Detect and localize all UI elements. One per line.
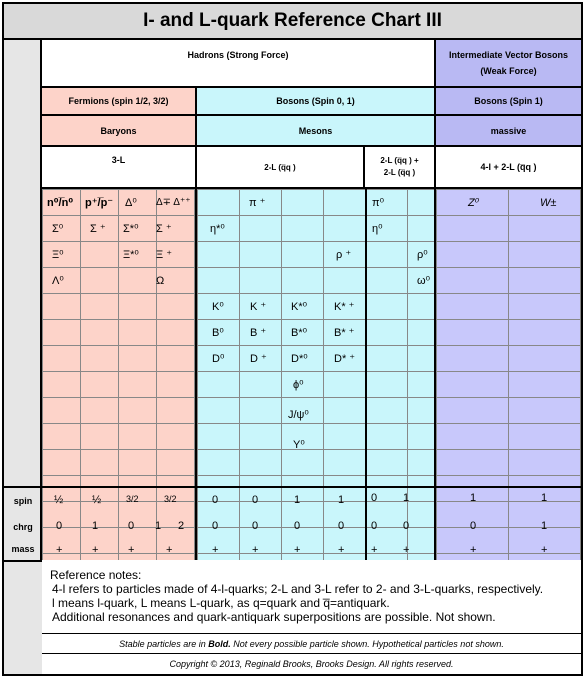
ivb-header: [436, 40, 581, 88]
three-l-header: 3-L: [42, 147, 197, 189]
chrg-value: 1: [92, 520, 99, 532]
spin-value: 0: [212, 494, 219, 506]
two-l-plus-header: [365, 147, 436, 189]
mass-label: mass: [11, 544, 35, 554]
pi-plus-symbol: π ⁺: [249, 197, 266, 209]
stable-note-pre: Stable particles are in: [119, 639, 209, 649]
meson-divider: [365, 189, 367, 560]
k-plus-symbol: K ⁺: [250, 301, 267, 313]
jpsi-symbol: J/ψ⁰: [288, 409, 309, 421]
chrg-value: 1: [155, 520, 162, 532]
rho0-symbol: ρ⁰: [417, 249, 428, 261]
z-boson-symbol: Z⁰: [468, 197, 480, 209]
spin-value: 3/2: [164, 494, 177, 504]
mass-value: +: [338, 544, 345, 556]
chrg-value: 0: [294, 520, 301, 532]
massive-header: massive: [436, 116, 581, 147]
d-star-plus-symbol: D* ⁺: [334, 353, 356, 365]
baryon-grid: [42, 189, 197, 560]
mesons-header: Mesons: [197, 116, 436, 147]
phi0-symbol: ϕ⁰: [293, 379, 304, 391]
mass-value: +: [403, 544, 410, 556]
b-star0-symbol: B*⁰: [291, 327, 308, 339]
chrg-value: 0: [338, 520, 345, 532]
xi-star0-symbol: Ξ*⁰: [123, 249, 139, 261]
ivb-line2: (Weak Force): [480, 66, 537, 76]
chrg-value: 0: [403, 520, 410, 532]
bosons-1-header: Bosons (Spin 1): [436, 88, 581, 116]
spin-value: 1: [403, 492, 410, 504]
chrg-value: 1: [541, 520, 548, 532]
mass-value: +: [294, 544, 301, 556]
omega-baryon-symbol: Ω: [156, 275, 165, 287]
spin-value: 1: [294, 494, 301, 506]
two-l-plus-line1: 2-L (q̅q ) +: [380, 156, 419, 165]
chrg-value: 0: [56, 520, 63, 532]
w-boson-symbol: W±: [540, 197, 557, 209]
omega0-symbol: ω⁰: [417, 275, 430, 287]
spin-value: 0: [252, 494, 259, 506]
spin-value: ½: [54, 494, 64, 506]
two-l-header: 2-L (q̅q ): [197, 147, 365, 189]
d-plus-symbol: D ⁺: [250, 353, 267, 365]
xi-star-plus-symbol: Ξ ⁺: [156, 249, 173, 261]
mass-value: +: [166, 544, 173, 556]
fermions-header: Fermions (spin 1/2, 3/2): [42, 88, 197, 116]
chrg-value: 0: [470, 520, 477, 532]
b-star-plus-symbol: B* ⁺: [334, 327, 355, 339]
spin-value: 1: [470, 492, 477, 504]
pi0-symbol: π⁰: [372, 197, 384, 209]
sigma0-symbol: Σ⁰: [52, 223, 64, 235]
xi0-symbol: Ξ⁰: [52, 249, 64, 261]
mass-value: +: [56, 544, 63, 556]
k0-symbol: K⁰: [212, 301, 224, 313]
mass-value: +: [128, 544, 135, 556]
neutron-symbol: n⁰/̅n⁰: [47, 197, 74, 209]
lambda0-symbol: Λ⁰: [52, 275, 64, 287]
baryons-header: Baryons: [42, 116, 197, 147]
k-star-plus-symbol: K* ⁺: [334, 301, 355, 313]
stable-note-post: Not every possible particle shown. Hypothetical particles not shown.: [230, 639, 504, 649]
spin-value: 1: [541, 492, 548, 504]
d-star0-symbol: D*⁰: [291, 353, 308, 365]
chart-title: I- and L-quark Reference Chart III: [4, 4, 581, 40]
sigma-plus-symbol: Σ ⁺: [90, 223, 106, 235]
spin-divider: [4, 486, 581, 488]
delta0-symbol: Δ⁰: [125, 197, 137, 209]
d0-symbol: D⁰: [212, 353, 225, 365]
chrg-value: 0: [252, 520, 259, 532]
mass-value: +: [371, 544, 378, 556]
b-plus-symbol: B ⁺: [250, 327, 267, 339]
chrg-label: chrg: [13, 522, 33, 532]
mass-value: +: [212, 544, 219, 556]
notes-heading: Reference notes:: [50, 568, 142, 582]
sigma-star0-symbol: Σ*⁰: [123, 223, 139, 235]
delta-pm-symbol: Δ∓ Δ⁺⁺: [156, 197, 191, 208]
two-l-plus-line2: 2-L (q̅q ): [383, 168, 416, 177]
k-star0-symbol: K*⁰: [291, 301, 308, 313]
spin-label: spin: [13, 496, 33, 506]
proton-symbol: p⁺/̅p⁻: [85, 197, 114, 209]
sigma-star-plus-symbol: Σ ⁺: [156, 223, 172, 235]
bosons-01-header: Bosons (Spin 0, 1): [197, 88, 436, 116]
copyright: Copyright © 2013, Reginald Brooks, Brooks Design. All rights reserved.: [42, 653, 581, 674]
spin-value: ½: [92, 494, 102, 506]
ivb-line1: Intermediate Vector Bosons: [448, 50, 569, 60]
notes-line3: Additional resonances and quark-antiquark superpositions are possible. Not shown.: [52, 610, 496, 624]
four-l-header: 4-l + 2-L (q̅q ): [436, 147, 581, 189]
chrg-value: 0: [128, 520, 135, 532]
eta0-symbol: η⁰: [372, 223, 383, 235]
chrg-value: 0: [212, 520, 219, 532]
stable-note: [42, 633, 581, 654]
mass-value: +: [541, 544, 548, 556]
spin-value: 1: [338, 494, 345, 506]
reference-notes: [42, 560, 581, 674]
row-label-column: [4, 40, 42, 560]
chrg-value: 2: [178, 520, 185, 532]
spin-value: 0: [371, 492, 378, 504]
spin-value: 3/2: [126, 494, 139, 504]
stable-note-bold: Bold.: [208, 639, 231, 649]
notes-line1: 4-l refers to particles made of 4-l-quarks; 2-L and 3-L refer to 2- and 3-L-quarks, respectively.: [52, 582, 544, 596]
b0-symbol: B⁰: [212, 327, 224, 339]
mass-value: +: [252, 544, 259, 556]
rho-plus-symbol: ρ ⁺: [336, 249, 352, 261]
mass-value: +: [470, 544, 477, 556]
chrg-value: 0: [371, 520, 378, 532]
hadrons-header: Hadrons (Strong Force): [42, 40, 436, 88]
upsilon-symbol: Y⁰: [293, 439, 305, 451]
reference-chart: [2, 2, 583, 676]
meson-grid: [197, 189, 436, 560]
vector-boson-grid: [436, 189, 581, 560]
notes-line2: l means l-quark, L means L-quark, as q=quark and q̅=antiquark.: [52, 596, 390, 610]
eta-star-symbol: η*⁰: [210, 223, 225, 235]
mass-value: +: [92, 544, 99, 556]
